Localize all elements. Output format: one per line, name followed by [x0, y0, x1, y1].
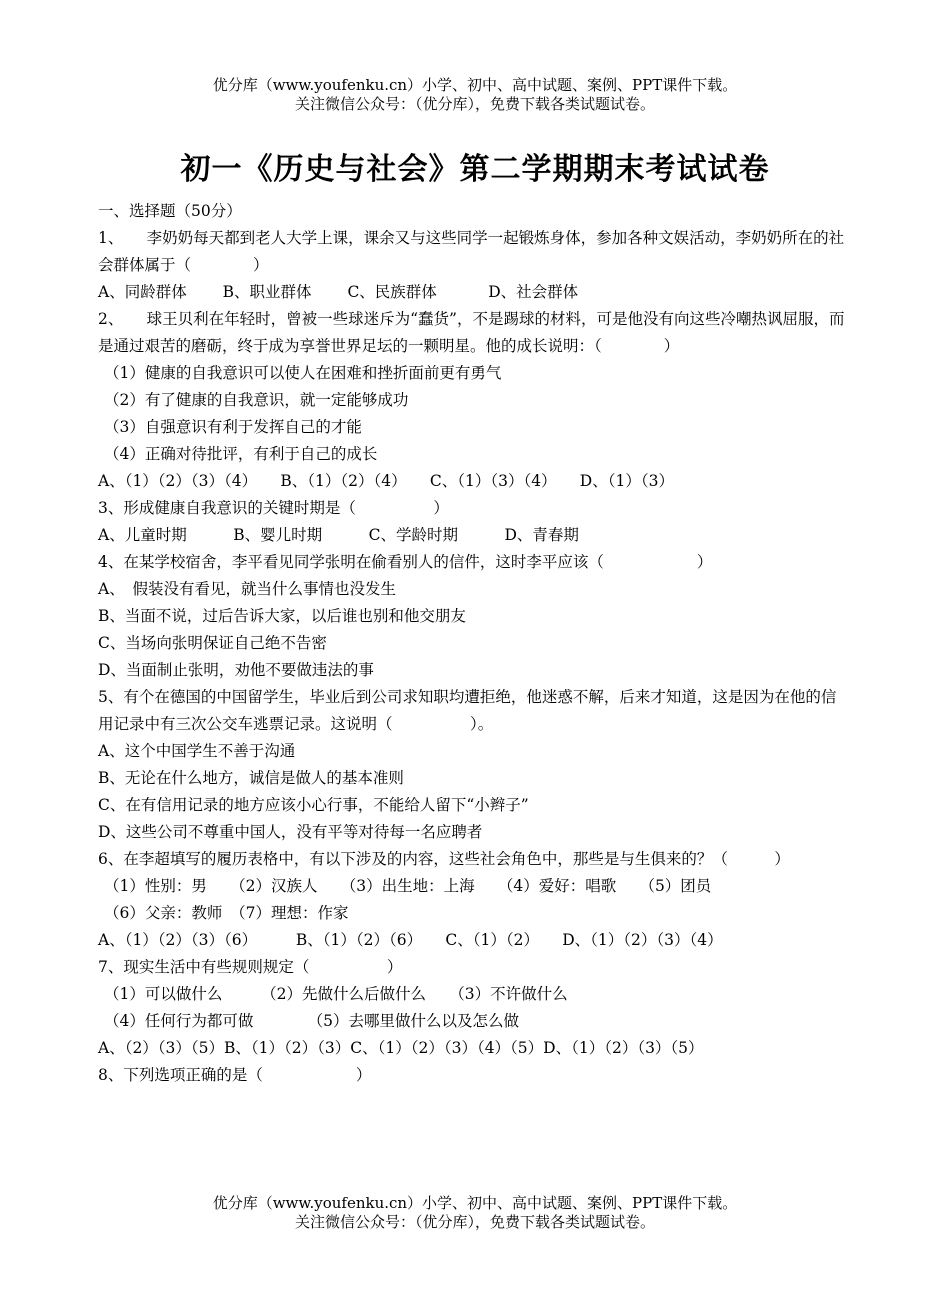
question-3-stem: 3、形成健康自我意识的关键时期是（ ） — [98, 499, 449, 517]
question-8 — [98, 1062, 850, 1089]
question-5 — [98, 684, 850, 846]
question-5-option: A、这个中国学生不善于沟通 — [98, 742, 296, 760]
question-6 — [98, 846, 850, 954]
question-2-stem: 2、 球王贝利在年轻时，曾被一些球迷斥为“蠢货”，不是踢球的材料，可是他没有向这些冷嘲热讽屈服，而是通过艰苦的磨砺，终于成为享誉世界足坛的一颗明星。他的成长说明：（ ） — [98, 310, 845, 355]
question-7-item: （4）任何行为都可做 （5）去哪里做什么以及怎么做 — [104, 1012, 519, 1030]
question-4-option: C、当场向张明保证自己绝不告密 — [98, 634, 327, 652]
page-header — [0, 76, 950, 114]
question-7-options: A、（2）（3）（5）B、（1）（2）（3）C、（1）（2）（3）（4）（5）D、（1）（2）（3）（5） — [98, 1039, 704, 1057]
question-6-stem: 6、在李超填写的履历表格中，有以下涉及的内容，这些社会角色中，那些是与生俱来的？（ ） — [98, 850, 790, 868]
question-2-item: （2）有了健康的自我意识，就一定能够成功 — [104, 391, 409, 409]
question-4-option: A、 假装没有看见，就当什么事情也没发生 — [98, 580, 396, 598]
question-2 — [98, 306, 850, 495]
question-3-options: A、儿童时期 B、婴儿时期 C、学龄时期 D、青春期 — [98, 526, 579, 544]
question-2-item: （4）正确对待批评，有利于自己的成长 — [104, 445, 378, 463]
footer-line-1: 优分库（www.youfenku.cn）小学、初中、高中试题、案例、PPT课件下载。 — [212, 1194, 738, 1212]
question-6-item: （6）父亲：教师 （7）理想：作家 — [104, 904, 349, 922]
question-2-item: （3）自强意识有利于发挥自己的才能 — [104, 418, 362, 436]
question-5-option: B、无论在什么地方，诚信是做人的基本准则 — [98, 769, 404, 787]
page-footer — [0, 1194, 950, 1232]
question-4 — [98, 549, 850, 684]
question-6-options: A、（1）（2）（3）（6） B、（1）（2）（6） C、（1）（2） D、（1）（2）（3）（4） — [98, 931, 723, 949]
question-1-stem: 1、 李奶奶每天都到老人大学上课，课余又与这些同学一起锻炼身体，参加各种文娱活动，李奶奶所在的社会群体属于（ ） — [98, 229, 845, 274]
section-heading: 一、选择题（50分） — [98, 202, 242, 220]
question-5-option: D、这些公司不尊重中国人，没有平等对待每一名应聘者 — [98, 823, 483, 841]
question-2-options: A、（1）（2）（3）（4） B、（1）（2）（4） C、（1）（3）（4） D、（1）（3） — [98, 472, 674, 490]
question-8-stem: 8、下列选项正确的是（ ） — [98, 1066, 372, 1084]
question-3 — [98, 495, 850, 549]
question-1-options: A、同龄群体 B、职业群体 C、民族群体 D、社会群体 — [98, 283, 579, 301]
header-line-2: 关注微信公众号：（优分库），免费下载各类试题试卷。 — [294, 95, 655, 113]
question-6-item: （1）性别：男 （2）汉族人 （3）出生地：上海 （4）爱好：唱歌 （5）团员 — [104, 877, 712, 895]
header-line-1: 优分库（www.youfenku.cn）小学、初中、高中试题、案例、PPT课件下载。 — [212, 76, 738, 94]
question-list — [98, 198, 850, 1089]
question-4-option: D、当面制止张明，劝他不要做违法的事 — [98, 661, 374, 679]
page-title: 初一《历史与社会》第二学期期末考试试卷 — [180, 152, 770, 187]
question-7-item: （1）可以做什么 （2）先做什么后做什么 （3）不许做什么 — [104, 985, 568, 1003]
question-5-stem: 5、有个在德国的中国留学生，毕业后到公司求知职均遭拒绝，他迷惑不解，后来才知道，这是因为在他的信用记录中有三次公交车逃票记录。这说明（ ）。 — [98, 688, 837, 733]
footer-line-2: 关注微信公众号：（优分库），免费下载各类试题试卷。 — [294, 1213, 655, 1231]
question-4-stem: 4、在某学校宿舍，李平看见同学张明在偷看别人的信件，这时李平应该（ ） — [98, 553, 713, 571]
question-7 — [98, 954, 850, 1062]
question-5-option: C、在有信用记录的地方应该小心行事，不能给人留下“小辫子” — [98, 796, 529, 814]
question-2-item: （1）健康的自我意识可以使人在困难和挫折面前更有勇气 — [104, 364, 502, 382]
question-7-stem: 7、现实生活中有些规则规定（ ） — [98, 958, 403, 976]
question-1 — [98, 225, 850, 306]
question-4-option: B、当面不说，过后告诉大家，以后谁也别和他交朋友 — [98, 607, 466, 625]
